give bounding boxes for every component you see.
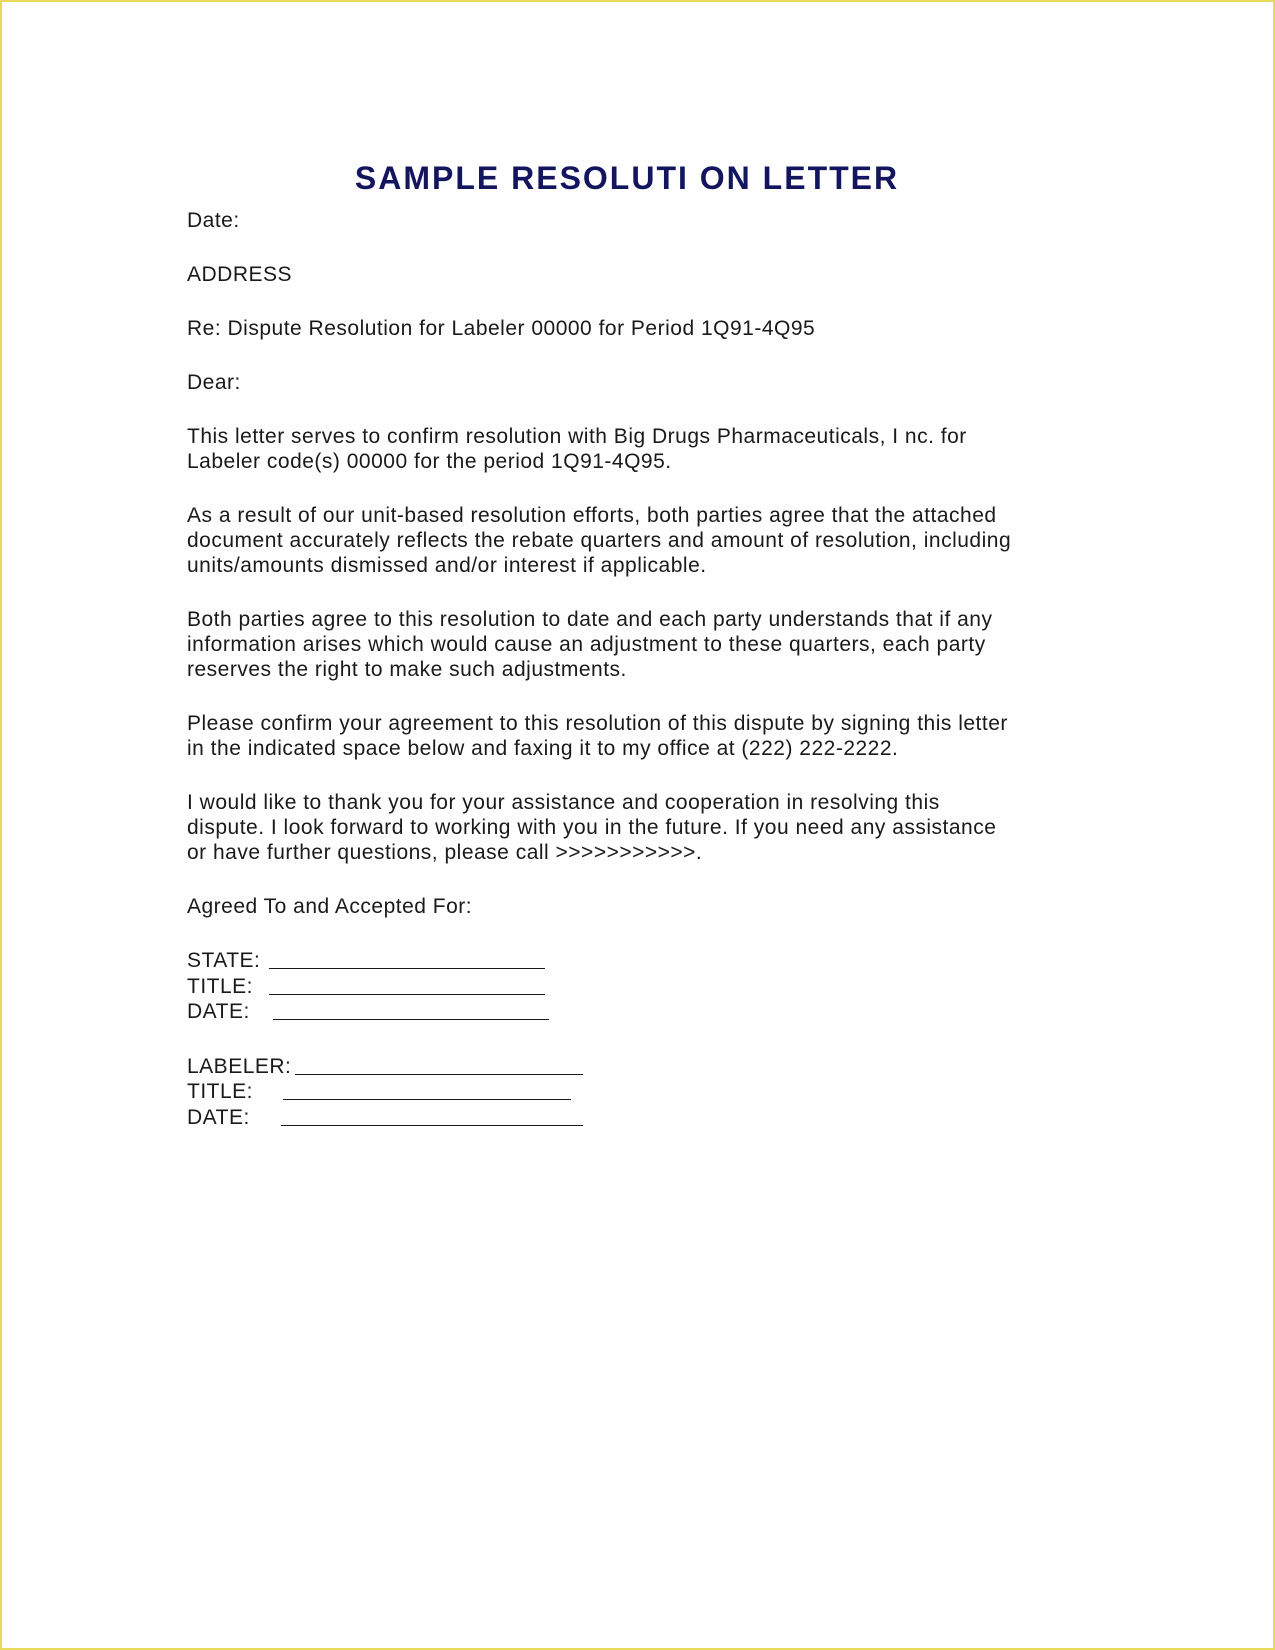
paragraph-line: This letter serves to confirm resolution with Big Drugs Pharmaceuticals, I nc. for [187, 425, 967, 448]
labeler-title-row [187, 1079, 1087, 1105]
paragraph-line: dispute. I look forward to working with you in the future. If you need any assistance [187, 816, 997, 839]
paragraph-line: in the indicated space below and faxing it to my office at (222) 222-2222. [187, 737, 899, 760]
paragraph-line: Both parties agree to this resolution to date and each party understands that if any [187, 608, 993, 631]
labeler-date-row [187, 1105, 1087, 1131]
labeler-label: LABELER: [187, 1054, 292, 1078]
state-title-line[interactable] [269, 974, 545, 995]
paragraph-line: document accurately reflects the rebate quarters and amount of resolution, including [187, 529, 1012, 552]
labeler-title-line[interactable] [283, 1079, 571, 1100]
state-date-row [187, 999, 1087, 1025]
re-line: Re: Dispute Resolution for Labeler 00000 for Period 1Q91-4Q95 [187, 317, 816, 340]
labeler-signature-block [187, 1054, 1087, 1131]
address-line: ADDRESS [187, 263, 293, 286]
paragraph-line: reserves the right to make such adjustments. [187, 658, 627, 681]
paragraph-confirm-signing [187, 711, 1087, 761]
paragraph-thanks [187, 790, 1087, 865]
state-date-line[interactable] [273, 999, 549, 1020]
paragraph-line: As a result of our unit-based resolution efforts, both parties agree that the attached [187, 504, 997, 527]
paragraph-line: or have further questions, please call >>>>>>>>>>>. [187, 841, 703, 864]
state-signature-line[interactable] [269, 948, 545, 969]
state-label: STATE: [187, 949, 261, 972]
date-label: DATE: [187, 1000, 250, 1023]
state-title-row [187, 974, 1087, 1000]
paragraph-line: Labeler code(s) 00000 for the period 1Q91-4Q95. [187, 450, 672, 473]
paragraph-line: Please confirm your agreement to this resolution of this dispute by signing this letter [187, 712, 1008, 735]
agreed-line: Agreed To and Accepted For: [187, 895, 473, 918]
date-label: DATE: [187, 1105, 250, 1129]
paragraph-confirm [187, 424, 1087, 474]
date-label: Date: [187, 209, 240, 232]
letter-title: SAMPLE RESOLUTI ON LETTER [354, 160, 900, 196]
letter-body [187, 160, 1087, 1160]
paragraph-line: I would like to thank you for your assistance and cooperation in resolving this [187, 791, 940, 814]
labeler-date-line[interactable] [281, 1105, 583, 1126]
paragraph-agreement [187, 607, 1087, 682]
state-signature-block [187, 948, 1087, 1025]
title-label: TITLE: [187, 1080, 254, 1103]
paragraph-line: information arises which would cause an adjustment to these quarters, each party [187, 633, 986, 656]
labeler-row [187, 1054, 1087, 1080]
title-label: TITLE: [187, 974, 254, 998]
state-row [187, 948, 1087, 974]
salutation: Dear: [187, 371, 241, 394]
paragraph-result [187, 503, 1087, 578]
labeler-signature-line[interactable] [295, 1054, 583, 1075]
paragraph-line: units/amounts dismissed and/or interest if applicable. [187, 554, 707, 577]
